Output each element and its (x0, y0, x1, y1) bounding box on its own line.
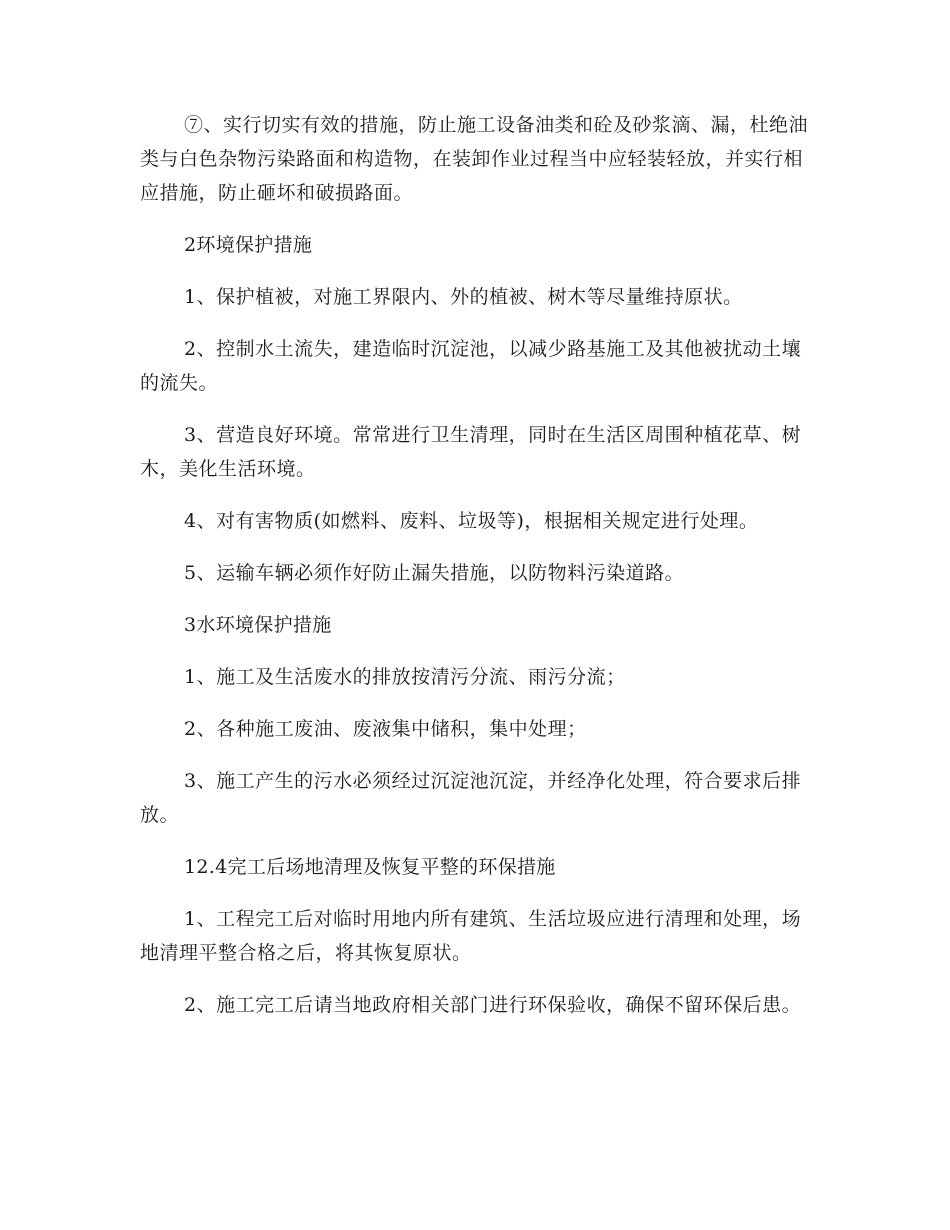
paragraph-wastewater-discharge: 1、施工及生活废水的排放按清污分流、雨污分流； (184, 666, 626, 688)
paragraph-oil-prevention: ⑦、实行切实有效的措施，防止施工设备油类和砼及砂浆滴、漏，杜绝油类与白色杂物污染路面和构造物，在装卸作业过程当中应轻装轻放，并实行相应措施，防止砸坏和破损路面。 (140, 114, 809, 204)
paragraph-protect-vegetation: 1、保护植被，对施工界限内、外的植被、树木等尽量维持原状。 (184, 286, 743, 308)
paragraph-hazardous-materials: 4、对有害物质(如燃料、废料、垃圾等)，根据相关规定进行处理。 (184, 510, 759, 532)
paragraph-site-clearing: 1、工程完工后对临时用地内所有建筑、生活垃圾应进行清理和处理，场地清理平整合格之后，将其恢复原状。 (140, 908, 802, 964)
paragraph-sewage-treatment: 3、施工产生的污水必须经过沉淀池沉淀，并经净化处理，符合要求后排放。 (140, 770, 802, 826)
section-heading-water-protection: 3水环境保护措施 (184, 614, 332, 636)
document-page (140, 108, 808, 1040)
paragraph-environmental-acceptance: 2、施工完工后请当地政府相关部门进行环保验收，确保不留环保后患。 (184, 994, 802, 1016)
paragraph-transport-vehicles: 5、运输车辆必须作好防止漏失措施，以防物料污染道路。 (184, 562, 685, 584)
paragraph-waste-oil: 2、各种施工废油、废液集中储积，集中处理； (184, 718, 587, 740)
paragraph-good-environment: 3、营造良好环境。常常进行卫生清理，同时在生活区周围种植花草、树木，美化生活环境。 (140, 424, 802, 480)
paragraph-soil-erosion: 2、控制水土流失，建造临时沉淀池，以减少路基施工及其他被扰动土壤的流失。 (140, 338, 802, 394)
section-heading-site-cleanup: 12.4完工后场地清理及恢复平整的环保措施 (184, 856, 556, 878)
section-heading-environment-protection: 2环境保护措施 (184, 234, 313, 256)
